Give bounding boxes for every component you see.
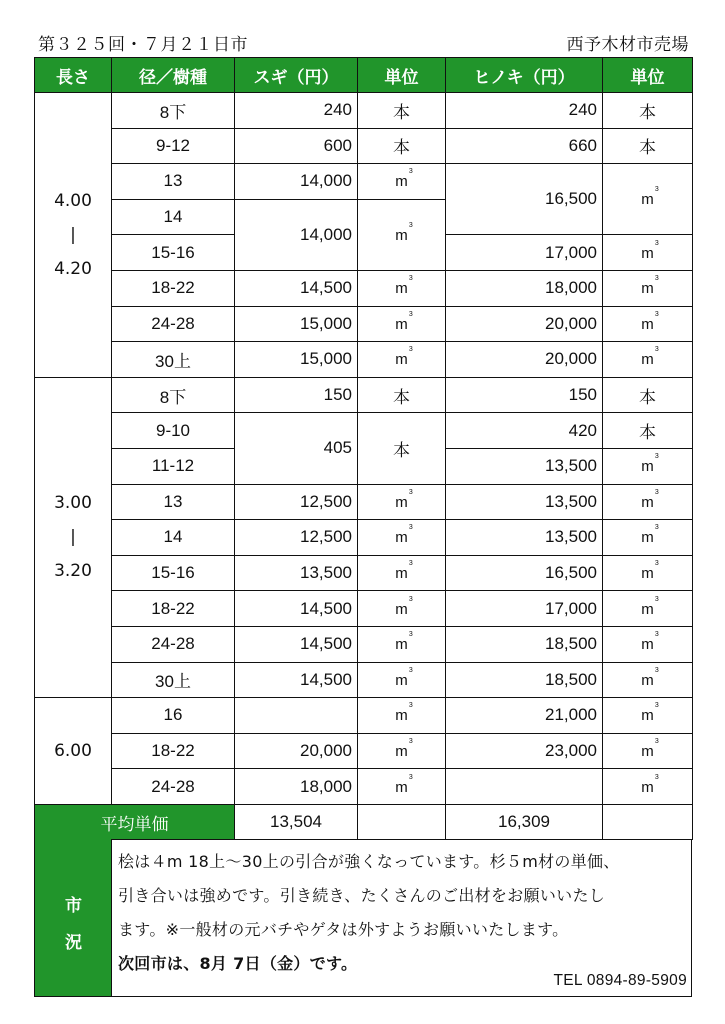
length-separator: |: [70, 224, 76, 245]
market-line: 引き合いは強めです。引き続き、たくさんのご出材をお願いいたし: [118, 886, 606, 905]
telephone-number: TEL 0894-89-5909: [553, 972, 687, 989]
cubic-meter-unit: m 3: [641, 488, 659, 511]
hinoki-unit: [603, 164, 693, 235]
size-cell: 9-10: [112, 413, 235, 449]
hinoki-unit: [603, 555, 693, 591]
size-cell: 24-28: [112, 306, 235, 342]
sugi-unit: 本: [358, 413, 446, 484]
cubic-meter-unit: m 3: [395, 666, 413, 689]
table-row: [35, 520, 693, 556]
table-row: [35, 733, 693, 769]
sugi-unit: 本: [358, 377, 446, 413]
sugi-price: 12,500: [235, 520, 358, 556]
sugi-unit: [358, 199, 446, 270]
cubic-meter-unit: m 3: [641, 186, 659, 209]
hinoki-price: 23,000: [446, 733, 603, 769]
sugi-unit: [358, 769, 446, 805]
table-row: [35, 377, 693, 413]
market-label-char-1: 市: [65, 896, 82, 916]
hinoki-unit: 本: [603, 128, 693, 164]
next-auction-notice: 次回市は、8月 7日（金）です。: [118, 954, 358, 973]
hinoki-price: 150: [446, 377, 603, 413]
hinoki-price: 17,000: [446, 235, 603, 271]
cubic-meter-unit: m 3: [641, 666, 659, 689]
price-table: [34, 57, 693, 840]
table-row: [35, 626, 693, 662]
col-length: 長さ: [35, 58, 112, 93]
hinoki-price: 18,500: [446, 626, 603, 662]
hinoki-unit: 本: [603, 377, 693, 413]
sugi-unit: [358, 662, 446, 698]
cubic-meter-unit: m 3: [641, 702, 659, 725]
sugi-average: 13,504: [235, 804, 358, 840]
average-row: [35, 804, 693, 840]
hinoki-price: 20,000: [446, 306, 603, 342]
hinoki-unit: 本: [603, 413, 693, 449]
hinoki-unit: [603, 591, 693, 627]
size-cell: 15-16: [112, 555, 235, 591]
hinoki-unit: [603, 769, 693, 805]
cubic-meter-unit: m 3: [395, 346, 413, 369]
hinoki-unit: [603, 235, 693, 271]
table-header-row: [35, 58, 693, 93]
cubic-meter-unit: m 3: [641, 631, 659, 654]
size-cell: 18-22: [112, 733, 235, 769]
size-cell: 24-28: [112, 769, 235, 805]
size-cell: 11-12: [112, 448, 235, 484]
length-cell: [35, 698, 112, 805]
sugi-unit: [358, 591, 446, 627]
hinoki-unit: [603, 342, 693, 378]
sugi-price: 13,500: [235, 555, 358, 591]
market-line: 桧は４m 18上～30上の引合が強くなっています。杉５m材の単価、: [118, 852, 620, 871]
table-row: [35, 555, 693, 591]
size-cell: 13: [112, 484, 235, 520]
length-separator: |: [70, 527, 76, 548]
length-top: 4.00: [54, 190, 92, 211]
size-cell: 16: [112, 698, 235, 734]
hinoki-price: 16,500: [446, 555, 603, 591]
market-conditions: [34, 839, 692, 997]
cubic-meter-unit: m 3: [641, 275, 659, 298]
length-bottom: 3.20: [54, 561, 92, 582]
sugi-price: 12,500: [235, 484, 358, 520]
hinoki-price: 18,000: [446, 270, 603, 306]
size-cell: 9-12: [112, 128, 235, 164]
hinoki-unit: 本: [603, 93, 693, 129]
length-cell: [35, 93, 112, 378]
hinoki-price: 13,500: [446, 448, 603, 484]
hinoki-price: 660: [446, 128, 603, 164]
market-label-char-2: 況: [65, 933, 82, 953]
sugi-price: 14,000: [235, 199, 358, 270]
hinoki-unit: [603, 520, 693, 556]
average-label: 平均単価: [35, 804, 235, 840]
hinoki-unit: [603, 662, 693, 698]
sugi-price: 14,500: [235, 626, 358, 662]
empty-cell: [358, 804, 446, 840]
cubic-meter-unit: m 3: [641, 346, 659, 369]
empty-cell: [603, 804, 693, 840]
cubic-meter-unit: m 3: [395, 275, 413, 298]
table-row: [35, 484, 693, 520]
sugi-price: 405: [235, 413, 358, 484]
size-cell: 14: [112, 199, 235, 235]
hinoki-price: [446, 769, 603, 805]
size-cell: 30上: [112, 342, 235, 378]
cubic-meter-unit: m 3: [395, 595, 413, 618]
length-top: 6.00: [54, 740, 92, 761]
cubic-meter-unit: m 3: [395, 560, 413, 583]
hinoki-price: 420: [446, 413, 603, 449]
length-cell: [35, 377, 112, 697]
hinoki-unit: [603, 306, 693, 342]
hinoki-average: 16,309: [446, 804, 603, 840]
sugi-price: 20,000: [235, 733, 358, 769]
cubic-meter-unit: m 3: [395, 631, 413, 654]
cubic-meter-unit: m 3: [641, 773, 659, 796]
cubic-meter-unit: m 3: [395, 310, 413, 333]
cubic-meter-unit: m 3: [641, 453, 659, 476]
table-row: [35, 342, 693, 378]
size-cell: 14: [112, 520, 235, 556]
sugi-unit: [358, 733, 446, 769]
hinoki-price: 20,000: [446, 342, 603, 378]
sugi-price: 15,000: [235, 342, 358, 378]
hinoki-unit: [603, 448, 693, 484]
sugi-price: 14,500: [235, 270, 358, 306]
col-sugi-unit: 単位: [358, 58, 446, 93]
cubic-meter-unit: m 3: [395, 737, 413, 760]
sugi-unit: [358, 342, 446, 378]
cubic-meter-unit: m 3: [395, 524, 413, 547]
sugi-unit: [358, 306, 446, 342]
cubic-meter-unit: m 3: [641, 310, 659, 333]
cubic-meter-unit: m 3: [395, 773, 413, 796]
sugi-price: 14,500: [235, 591, 358, 627]
market-label: [35, 839, 112, 996]
sugi-price: 15,000: [235, 306, 358, 342]
size-cell: 18-22: [112, 591, 235, 627]
sugi-unit: 本: [358, 93, 446, 129]
sugi-unit: [358, 555, 446, 591]
size-cell: 30上: [112, 662, 235, 698]
sugi-price: 240: [235, 93, 358, 129]
table-row: [35, 306, 693, 342]
table-row: [35, 128, 693, 164]
table-row: [35, 164, 693, 200]
sugi-unit: [358, 520, 446, 556]
cubic-meter-unit: m 3: [395, 702, 413, 725]
table-row: [35, 591, 693, 627]
hinoki-unit: [603, 484, 693, 520]
table-row: [35, 662, 693, 698]
sugi-price: 14,500: [235, 662, 358, 698]
hinoki-price: 18,500: [446, 662, 603, 698]
market-text: [118, 845, 688, 981]
length-top: 3.00: [54, 493, 92, 514]
cubic-meter-unit: m 3: [641, 595, 659, 618]
table-row: [35, 698, 693, 734]
sugi-unit: [358, 484, 446, 520]
sugi-price: [235, 698, 358, 734]
cubic-meter-unit: m 3: [641, 737, 659, 760]
cubic-meter-unit: m 3: [641, 560, 659, 583]
hinoki-price: 17,000: [446, 591, 603, 627]
sugi-unit: 本: [358, 128, 446, 164]
col-hinoki-price: ヒノキ（円）: [446, 58, 603, 93]
cubic-meter-unit: m 3: [641, 239, 659, 262]
sugi-price: 18,000: [235, 769, 358, 805]
hinoki-unit: [603, 270, 693, 306]
market-name: 西予木材市売場: [566, 35, 689, 55]
size-cell: 8下: [112, 93, 235, 129]
auction-issue-date: 第３２５回・７月２１日市: [38, 35, 248, 55]
sugi-unit: [358, 626, 446, 662]
col-sugi-price: スギ（円）: [235, 58, 358, 93]
hinoki-price: 240: [446, 93, 603, 129]
hinoki-unit: [603, 698, 693, 734]
sugi-unit: [358, 270, 446, 306]
size-cell: 24-28: [112, 626, 235, 662]
hinoki-unit: [603, 626, 693, 662]
size-cell: 13: [112, 164, 235, 200]
sugi-unit: [358, 698, 446, 734]
hinoki-unit: [603, 733, 693, 769]
col-hinoki-unit: 単位: [603, 58, 693, 93]
col-diameter-species: 径／樹種: [112, 58, 235, 93]
cubic-meter-unit: m 3: [395, 168, 413, 191]
cubic-meter-unit: m 3: [395, 221, 413, 244]
hinoki-price: 21,000: [446, 698, 603, 734]
length-bottom: 4.20: [54, 258, 92, 279]
sugi-unit: [358, 164, 446, 200]
table-row: [35, 413, 693, 449]
cubic-meter-unit: m 3: [395, 488, 413, 511]
size-cell: 8下: [112, 377, 235, 413]
table-row: [35, 270, 693, 306]
hinoki-price: 13,500: [446, 520, 603, 556]
size-cell: 15-16: [112, 235, 235, 271]
sugi-price: 150: [235, 377, 358, 413]
market-line: ます。※一般材の元バチやゲタは外すようお願いいたします。: [118, 920, 569, 939]
sugi-price: 600: [235, 128, 358, 164]
hinoki-price: 16,500: [446, 164, 603, 235]
table-row: [35, 93, 693, 129]
sugi-price: 14,000: [235, 164, 358, 200]
size-cell: 18-22: [112, 270, 235, 306]
cubic-meter-unit: m 3: [641, 524, 659, 547]
hinoki-price: 13,500: [446, 484, 603, 520]
table-row: [35, 769, 693, 805]
